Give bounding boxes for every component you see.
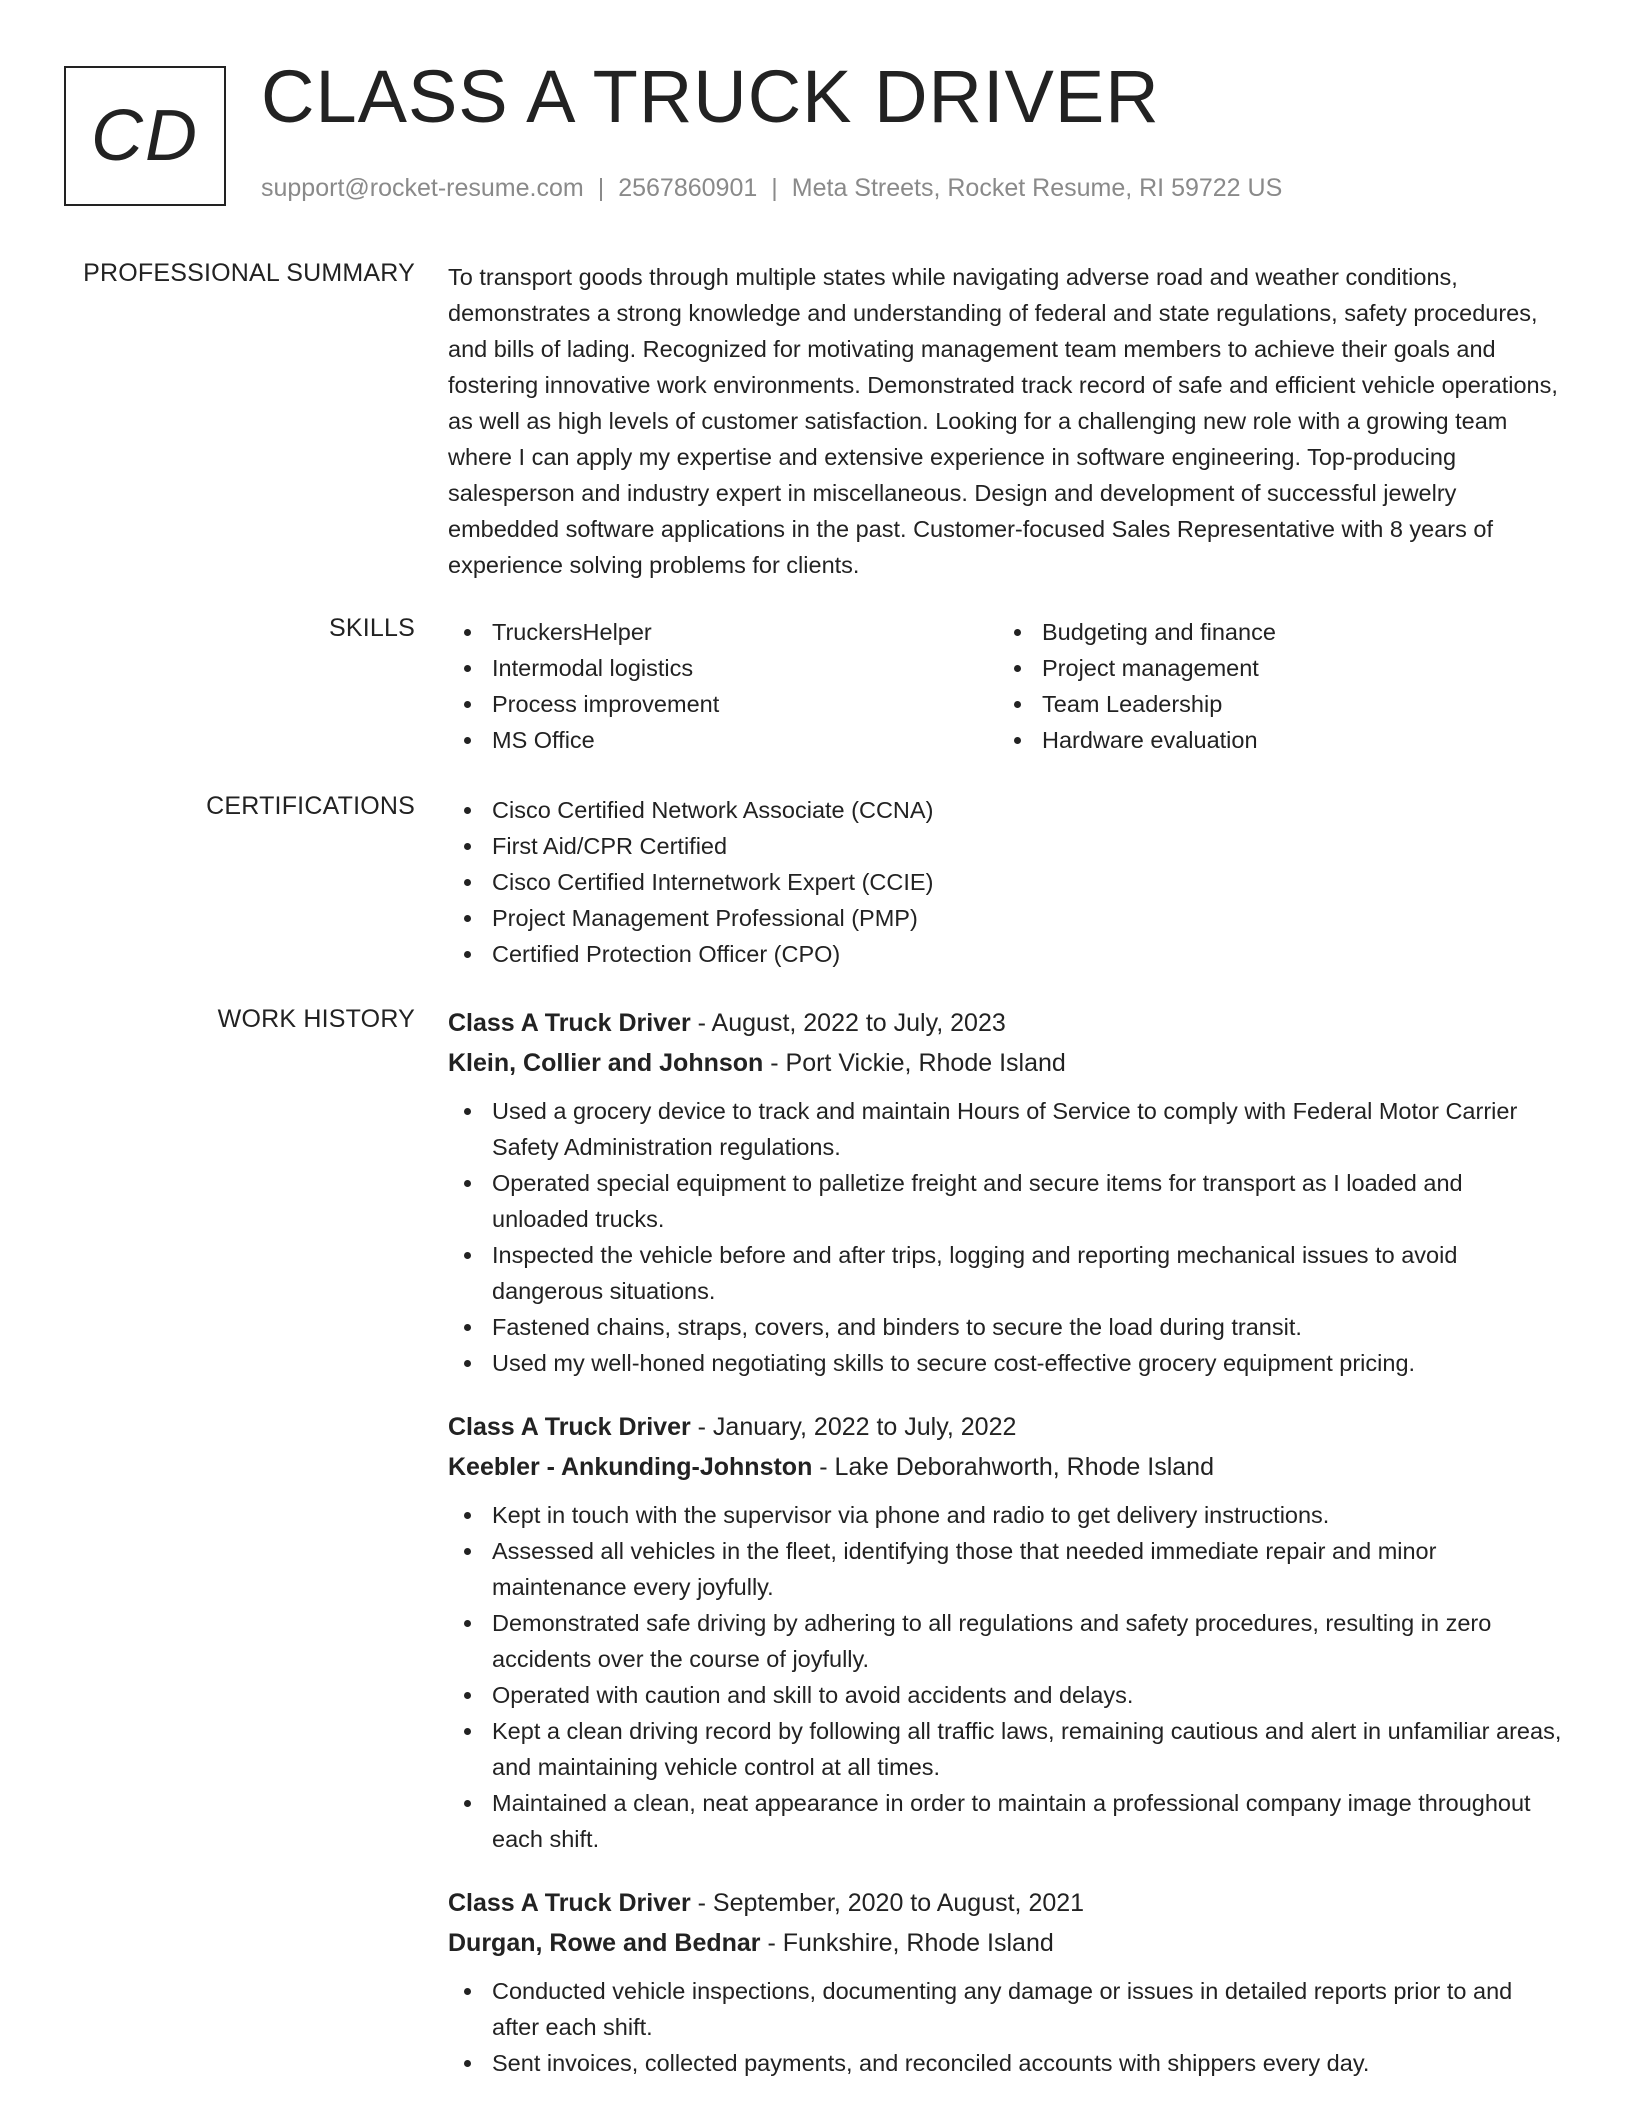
job-entry [448, 1407, 1563, 1857]
work-history-heading: WORK HISTORY [217, 1005, 415, 1033]
job-duty: Used my well-honed negotiating skills to secure cost-effective grocery equipment pricing. [448, 1345, 1563, 1381]
summary-body [448, 259, 1563, 583]
job-location: - Port Vickie, Rhode Island [763, 1049, 1066, 1077]
job-entry [448, 1883, 1563, 2081]
skills-body [448, 614, 1563, 758]
certification-item: First Aid/CPR Certified [448, 828, 1563, 864]
job-location: - Lake Deborahworth, Rhode Island [812, 1453, 1214, 1481]
certification-item: Certified Protection Officer (CPO) [448, 936, 1563, 972]
job-title: Class A Truck Driver [448, 1009, 691, 1037]
skill-item: Team Leadership [998, 686, 1548, 722]
certification-item: Project Management Professional (PMP) [448, 900, 1563, 936]
job-title: Class A Truck Driver [448, 1413, 691, 1441]
summary-heading: PROFESSIONAL SUMMARY [83, 259, 415, 287]
job-duty: Fastened chains, straps, covers, and binders to secure the load during transit. [448, 1309, 1563, 1345]
job-title: Class A Truck Driver [448, 1889, 691, 1917]
summary-text: To transport goods through multiple states while navigating adverse road and weather conditions, demonstrates a strong knowledge and understanding of federal and state regulations, safety procedures, and bills of lading. Recognized for motivating management team members to achieve their goals and fostering innovative work environments. Demonstrated track record of safe and efficient vehicle operations, as well as high levels of customer satisfaction. Looking for a challenging new role with a growing team where I can apply my expertise and extensive experience in software engineering. Top-producing salesperson and industry expert in miscellaneous. Design and development of successful jewelry embedded software applications in the past. Customer-focused Sales Representative with 8 years of experience solving problems for clients. [448, 264, 1558, 578]
certification-item: Cisco Certified Internetwork Expert (CCIE) [448, 864, 1563, 900]
certifications-heading: CERTIFICATIONS [206, 792, 415, 820]
job-dates: - January, 2022 to July, 2022 [690, 1413, 1017, 1441]
job-duty: Inspected the vehicle before and after trips, logging and reporting mechanical issues to avoid dangerous situations. [448, 1237, 1563, 1309]
certifications-body [448, 792, 1563, 972]
skill-item: TruckersHelper [448, 614, 998, 650]
job-title-line [448, 1883, 1563, 1923]
job-title-line [448, 1407, 1563, 1447]
job-duties-list [448, 1093, 1563, 1381]
contact-separator: | [771, 174, 778, 202]
job-duty: Assessed all vehicles in the fleet, identifying those that needed immediate repair and minor maintenance every joyfully. [448, 1533, 1563, 1605]
job-dates: - August, 2022 to July, 2023 [690, 1009, 1006, 1037]
skills-grid [448, 614, 1563, 758]
job-duty: Used a grocery device to track and maintain Hours of Service to comply with Federal Motor Carrier Safety Administration regulations. [448, 1093, 1563, 1165]
certification-item: Cisco Certified Network Associate (CCNA) [448, 792, 1563, 828]
job-duties-list [448, 1497, 1563, 1857]
skill-item: MS Office [448, 722, 998, 758]
contact-separator: | [597, 174, 605, 202]
contact-line [261, 174, 1282, 203]
job-company-line [448, 1043, 1563, 1083]
job-duty: Sent invoices, collected payments, and reconciled accounts with shippers every day. [448, 2045, 1563, 2081]
job-company-line [448, 1923, 1563, 1963]
skill-item: Budgeting and finance [998, 614, 1548, 650]
work-history-body [448, 1003, 1563, 2107]
skills-list-right [998, 614, 1548, 758]
job-company: Klein, Collier and Johnson [448, 1049, 764, 1077]
job-duty: Maintained a clean, neat appearance in order to maintain a professional company image throughout each shift. [448, 1785, 1563, 1857]
resume-title: CLASS A TRUCK DRIVER [261, 55, 1160, 138]
skill-item: Project management [998, 650, 1548, 686]
certifications-list [448, 792, 1563, 972]
contact-phone: 2567860901 [618, 174, 758, 202]
skills-heading: SKILLS [329, 614, 415, 642]
job-duty: Operated special equipment to palletize freight and secure items for transport as I loaded and unloaded trucks. [448, 1165, 1563, 1237]
job-duties-list [448, 1973, 1563, 2081]
job-company: Keebler - Ankunding-Johnston [448, 1453, 813, 1481]
skill-item: Intermodal logistics [448, 650, 998, 686]
job-duty: Kept a clean driving record by following all traffic laws, remaining cautious and alert in unfamiliar areas, and maintaining vehicle control at all times. [448, 1713, 1563, 1785]
contact-email: support@rocket-resume.com [261, 174, 584, 202]
skills-list-left [448, 614, 998, 758]
job-duty: Operated with caution and skill to avoid accidents and delays. [448, 1677, 1563, 1713]
job-location: - Funkshire, Rhode Island [760, 1929, 1054, 1957]
contact-address: Meta Streets, Rocket Resume, RI 59722 US [791, 174, 1283, 202]
job-title-line [448, 1003, 1563, 1043]
job-duty: Demonstrated safe driving by adhering to all regulations and safety procedures, resulting in zero accidents over the course of joyfully. [448, 1605, 1563, 1677]
job-company-line [448, 1447, 1563, 1487]
job-dates: - September, 2020 to August, 2021 [690, 1889, 1085, 1917]
job-entry [448, 1003, 1563, 1381]
skill-item: Hardware evaluation [998, 722, 1548, 758]
monogram-logo: CD [64, 66, 226, 206]
job-company: Durgan, Rowe and Bednar [448, 1929, 761, 1957]
job-duty: Conducted vehicle inspections, documenting any damage or issues in detailed reports prior to and after each shift. [448, 1973, 1563, 2045]
skill-item: Process improvement [448, 686, 998, 722]
job-duty: Kept in touch with the supervisor via phone and radio to get delivery instructions. [448, 1497, 1563, 1533]
